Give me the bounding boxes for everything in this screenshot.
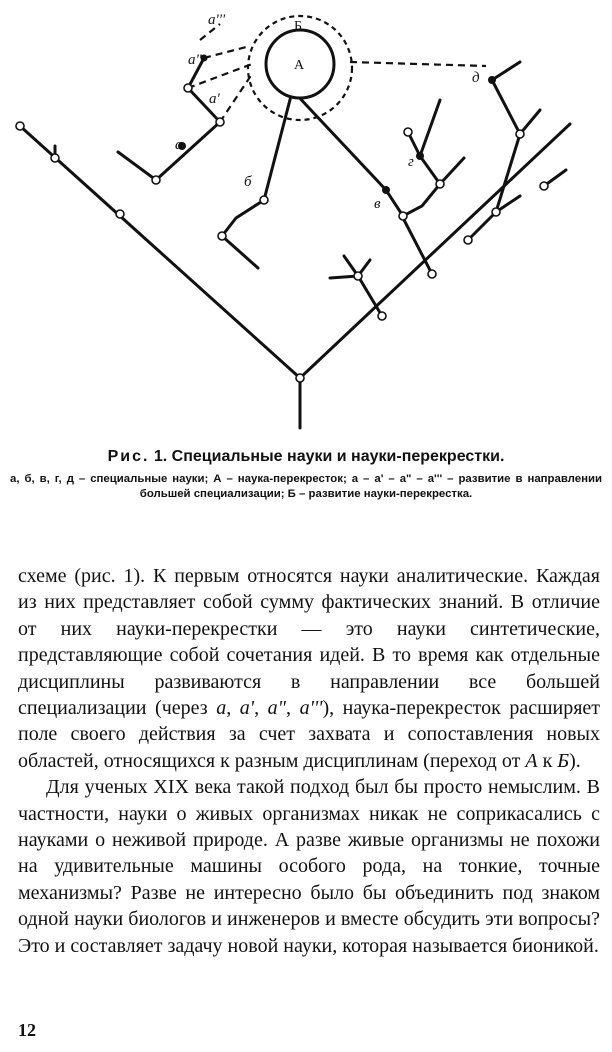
figure-science-tree (0, 0, 612, 440)
paragraph-1-end: ). (569, 749, 581, 772)
dash-a-to-A (220, 74, 252, 122)
symbol-a3: a''' (299, 697, 323, 720)
label-a1: а' (209, 91, 220, 107)
branch-v (294, 92, 403, 216)
branch-right-4 (492, 80, 520, 134)
branch-right-1 (402, 216, 432, 274)
symbol-A: А (525, 749, 538, 772)
page-number: 12 (18, 1020, 36, 1040)
label-B: Б (294, 19, 303, 34)
dot-v (382, 186, 390, 194)
separator: , (286, 697, 300, 720)
caption-title-text: 1. Специальные науки и науки-перекрестки. (153, 448, 505, 465)
paragraph-1-part-2: ), наука-перекресток расширяет поле своего действия за счет захвата и сопоставления новых областей, относящихся к разным дисциплинам (переход от (18, 697, 601, 772)
paragraph-1-part-1: схеме (рис. 1). К первым относятся науки аналитические. Каждая из них представляет собой сумму фактических знаний. В отличие от них науки-перекрестки — это науки синтетические, представляющие собой сочетания идей. В то время как отдельные дисциплины развиваются в направлении все большей специализации (через (18, 565, 600, 720)
branch-a-path (156, 58, 220, 180)
branch-b (222, 92, 292, 236)
caption-title (10, 448, 602, 466)
node (516, 130, 524, 138)
left-main-branch (20, 126, 300, 378)
node (399, 212, 407, 220)
node (492, 208, 500, 216)
node (404, 128, 412, 136)
node (378, 312, 386, 320)
branch-b-stub (222, 236, 258, 268)
label-b: б (244, 174, 252, 190)
node (184, 84, 192, 92)
node (296, 374, 304, 382)
body-text (18, 563, 600, 959)
node (464, 236, 472, 244)
caption-lead: Рис. (107, 448, 150, 465)
caption-legend: а, б, в, г, д – специальные науки; А – наука-перекресток; а – а' – а" – а''' – развитие в направлении большей специализации; Б – развитие науки-перекрестка. (10, 473, 602, 500)
dot-d (488, 76, 496, 84)
branch-right-2 (468, 134, 520, 240)
node (152, 176, 160, 184)
separator: , (254, 697, 268, 720)
symbol-a: a (216, 697, 227, 720)
node (16, 122, 24, 130)
node (216, 118, 224, 126)
branch-left-2 (118, 152, 156, 180)
figure-caption (10, 448, 602, 502)
dash-a3-to-A (204, 46, 250, 58)
label-g: г (408, 154, 414, 170)
label-a3: а''' (208, 12, 226, 28)
symbol-B: Б (557, 749, 570, 772)
label-a2: а" (188, 52, 202, 68)
separator: , (226, 697, 240, 720)
label-v: в (374, 196, 381, 212)
branch-v-fork (403, 184, 440, 216)
paragraph-1 (18, 563, 600, 774)
symbol-a2: a" (267, 697, 287, 720)
branch-center-2 (344, 256, 382, 316)
dash-A-to-d (350, 62, 486, 66)
label-d: д (472, 70, 480, 86)
node (428, 270, 436, 278)
right-main-branch (300, 124, 570, 378)
paragraph-2: Для ученых XIX века такой подход был бы просто немыслим. В частности, науки о живых организмах никак не соприкасались с науками о неживой природе. А разве живые организмы не похожи на удивительные машины особого рода, на тонкие, точные механизмы? Разве не интересно было бы объединить под знаком одной науки биологов и инженеров и вместе обсудить эти вопросы? Это и составляет задачу новой науки, которая называется бионикой. (18, 776, 600, 957)
node (540, 182, 548, 190)
branch-g-stub (440, 158, 464, 184)
node (354, 272, 362, 280)
node (436, 180, 444, 188)
node (116, 210, 124, 218)
node (218, 232, 226, 240)
node (51, 154, 59, 162)
branch-d (492, 62, 520, 80)
node (260, 196, 268, 204)
label-a: а (175, 137, 183, 153)
paragraph-1-mid: к (537, 749, 558, 772)
tree-diagram (0, 0, 612, 440)
symbol-a1: a' (239, 697, 255, 720)
dot-g (416, 152, 424, 160)
branch-g-up (420, 100, 440, 156)
label-A: А (294, 58, 305, 73)
